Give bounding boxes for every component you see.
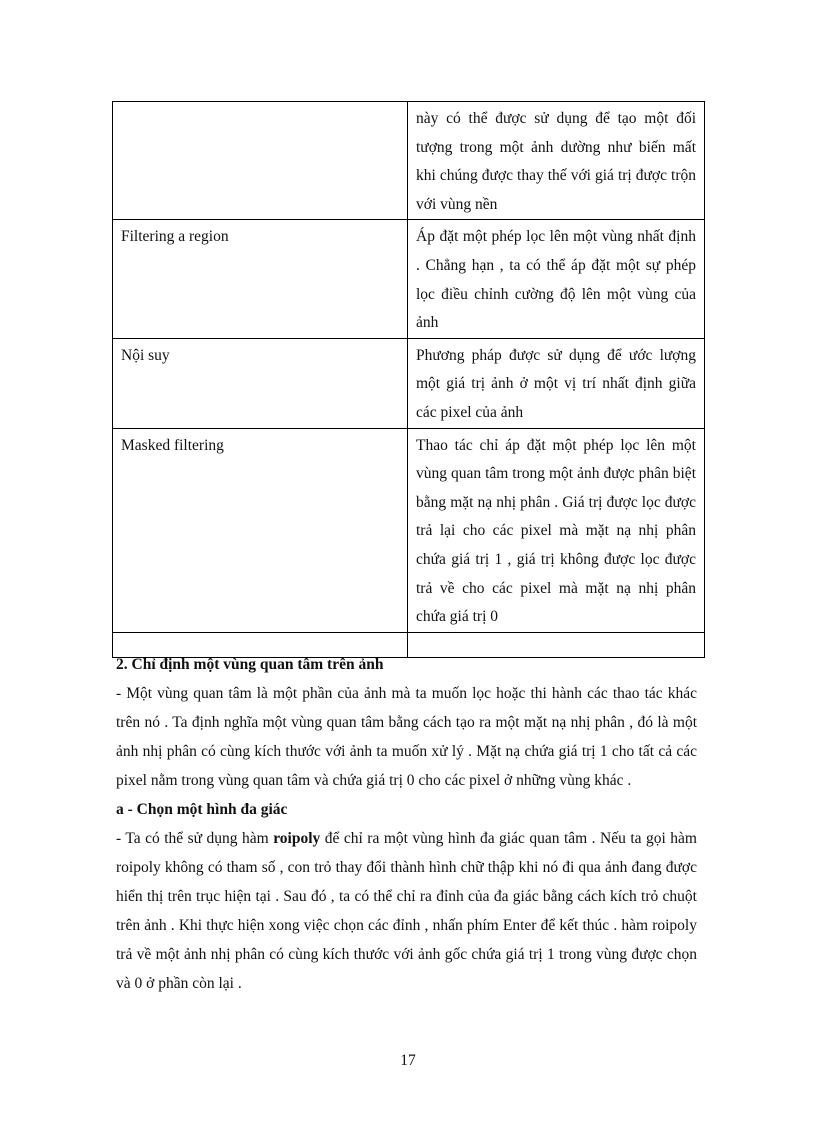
subsection-heading: a - Chọn một hình đa giác	[116, 801, 288, 818]
definitions-table	[112, 101, 705, 658]
body-text	[116, 650, 697, 998]
description-cell: Thao tác chỉ áp đặt một phép lọc lên một vùng quan tâm trong một ảnh được phân biệt bằng mặt nạ nhị phân . Giá trị được lọc được trả lại cho các pixel mà mặt nạ nhị phân chứa giá trị 1 , giá trị không được lọc được trả về cho các pixel mà mặt nạ nhị phân chứa giá trị 0	[408, 428, 705, 632]
page-number: 17	[400, 1052, 416, 1069]
table-row	[113, 338, 705, 428]
description-cell: Phương pháp được sử dụng để ước lượng một giá trị ảnh ở một vị trí nhất định giữa các pixel của ảnh	[408, 338, 705, 428]
term-cell	[113, 102, 408, 220]
paragraph-text: để chỉ ra một vùng hình đa giác quan tâm . Nếu ta gọi hàm roipoly không có tham số , con trỏ thay đổi thành hình chữ thập khi nó đi qua ảnh đang được hiển thị trên trục hiện tại . Sau đó , ta có thể chỉ ra đỉnh của đa giác bằng cách kích trỏ chuột trên ảnh . Khi thực hiện xong việc chọn các đỉnh , nhấn phím Enter để kết thúc . hàm roipoly trả về một ảnh nhị phân có cùng kích thước với ảnh gốc chứa giá trị 1 trong vùng được chọn và 0 ở phần còn lại .	[116, 830, 697, 992]
description-cell: Áp đặt một phép lọc lên một vùng nhất định . Chẳng hạn , ta có thể áp đặt một sự phép lọc điều chỉnh cường độ lên một vùng của ảnh	[408, 220, 705, 338]
description-cell: này có thể được sử dụng để tạo một đối tượng trong một ảnh dường như biến mất khi chúng được thay thế với giá trị được trộn với vùng nền	[408, 102, 705, 220]
table-row	[113, 102, 705, 220]
term-cell: Filtering a region	[113, 220, 408, 338]
subsection-paragraph	[116, 824, 697, 998]
function-name: roipoly	[273, 830, 321, 847]
table-row	[113, 428, 705, 632]
table-row	[113, 220, 705, 338]
section-paragraph: - Một vùng quan tâm là một phần của ảnh mà ta muốn lọc hoặc thi hành các thao tác khác trên nó . Ta định nghĩa một vùng quan tâm bằng cách tạo ra một mặt nạ nhị phân , đó là một ảnh nhị phân có cùng kích thước với ảnh ta muốn xử lý . Mặt nạ chứa giá trị 1 cho tất cả các pixel nằm trong vùng quan tâm và chứa giá trị 0 cho các pixel ở những vùng khác .	[116, 685, 697, 789]
term-cell: Nội suy	[113, 338, 408, 428]
paragraph-text: - Ta có thể sử dụng hàm	[116, 830, 274, 847]
section-heading: 2. Chỉ định một vùng quan tâm trên ảnh	[116, 656, 384, 673]
term-cell: Masked filtering	[113, 428, 408, 632]
